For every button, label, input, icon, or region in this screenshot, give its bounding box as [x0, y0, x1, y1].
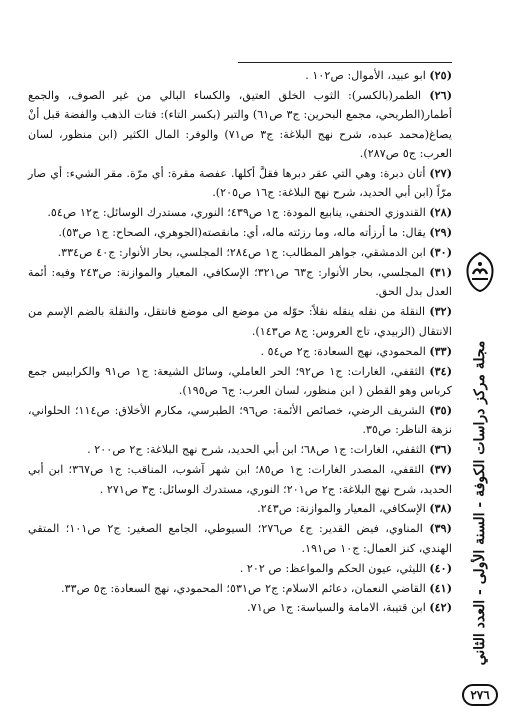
footnote-text: المناوي، فيض القدير: ج٤ ص٢٧٦؛ السيوطي، الجامع الصغير: ج٢ ص١٠١؛ المتقي الهندي، كنز العمال: ج١٠ ص١٩١.: [28, 522, 452, 555]
footnote-text: المحمودي، نهج السعادة: ج٢ ص٥٤ .: [260, 344, 430, 358]
footnote-text: الليثي، عيون الحكم والمواعظ: ص ٢٠٢ .: [239, 561, 430, 575]
footnote-rule: [238, 62, 452, 63]
footnote-text: الطمر(بالكسر): الثوب الخلق العتيق، والكساء البالي من غير الصوف، والجمع أطمار(الطريحي، مجمع البحرين: ج٣ ص٦١) والتبر (بكسر التاء): فتات الذهب والفضة قبل أنْ يصاغ(محمد عبده، شرح نهج البلاغة: ج٣ ص٧١) والوفر: المال الكثير (ابن منظور، لسان العرب: ج٥ ص٢٨٧).: [28, 88, 452, 161]
footnote-number: (٢٧): [429, 166, 452, 181]
footnote: [28, 263, 452, 302]
footnote-number: (٤٠): [429, 560, 452, 575]
footnote-text: الشريف الرضي، خصائص الأئمة: ص٩٦؛ الطبرسي، مكارم الأخلاق: ص١١٤؛ الحلواني، نزهة الناظر: ص٣٥.: [28, 403, 452, 437]
footnote-text: الإسكافي، المعيار والموازنة: ص٢٤٣.: [257, 502, 430, 516]
journal-logo: [463, 250, 497, 294]
footnotes: [28, 66, 452, 618]
running-header: [464, 320, 496, 686]
footnote: [28, 164, 452, 203]
footnote: [28, 559, 452, 578]
footnote-number: (٢٥): [429, 68, 452, 82]
footnote-text: النقلة من نقله ينقله نقلاً: حوّله من موضع الى موضع فانتقل، والنقلة بالضم الإسم من الانتقال (الزبيدي، تاج العروس: ج٨ ص١٤٣).: [28, 305, 452, 338]
footnote-text: الثقفي، الغارات: ج١ ص٦٨؛ ابن أبي الحديد، شرح نهج البلاغة: ج٢ ص٢٠٠ .: [87, 443, 430, 457]
footnote-text: القندوزي الحنفي، ينابيع المودة: ج١ ص٤٣٩؛ النوري، مستدرك الوسائل: ج١٢ ص٥٤.: [47, 206, 430, 220]
footnote-number: (٣١): [429, 265, 452, 280]
footnote-text: أتان دبرة: وهي التي عقر دبرها فقلَّ أكلها. عفصة مقرة: أي مرّة. مقر الشيء: أي صار مرّاً (ابن أبي الحديد، شرح نهج البلاغة: ج١٦ ص٢٠٥).: [28, 167, 452, 200]
footnote: [28, 460, 452, 499]
footnote-text: يقال: ما أرزأته ماله، وما رزئته ماله، أي: مانقصته(الجوهري، الصحاح: ج١ ص٥٣).: [58, 226, 430, 240]
footnote-number: (٣٦): [429, 442, 452, 457]
footnote-text: القاضي النعمان، دعائم الاسلام: ج٢ ص٥٣١؛ المحمودي، نهج السعادة: ج٥ ص٣٣.: [61, 581, 430, 595]
footnote-text: الثقفي، المصدر الغارات: ج١ ص٨٥؛ ابن شهر آشوب، المناقب: ج١ ص٣٦٧؛ ابن أبي الحديد، شرح نهج البلاغة: ج٢ ص٢٠١؛ النوري، مستدرك الوسائل: ج٣ ص٢٧١ .: [28, 463, 452, 496]
footnote: [28, 499, 452, 518]
footnote-text: ابن الدمشقي، جواهر المطالب: ج١ ص٢٨٤؛ المجلسي، بحار الأنوار: ج٤٠ ص٣٣٤.: [57, 246, 430, 260]
footnote: [28, 579, 452, 598]
footnote-number: (٢٨): [429, 205, 452, 220]
running-header-text: مجلة مركز دراسات الكوفة - السنة الأولى - العدد الثاني: [472, 340, 488, 666]
footnote-number: (٣٠): [429, 245, 452, 260]
footnote-number: (٣٩): [429, 521, 452, 536]
footnote-number: (٣٨): [429, 501, 452, 516]
footnote: [28, 519, 452, 558]
footnote: [28, 302, 452, 341]
footnote: [28, 66, 452, 85]
footnote: [28, 223, 452, 242]
footnote: [28, 203, 452, 222]
footnote-number: (٣٧): [429, 462, 452, 477]
footnote-number: (٣٢): [429, 304, 452, 319]
page-number: [462, 684, 498, 706]
footnote: [28, 243, 452, 262]
footnote-text: المجلسي، بحار الأنوار: ج٦٣ ص٣٢١؛ الإسكافي، المعيار والموازنة: ص٢٤٣ وفيه: أئمة العدل بدل الحق.: [28, 266, 452, 299]
footnote-number: (٣٣): [429, 343, 452, 358]
footnote: [28, 86, 452, 164]
footnote-number: (٤١): [429, 580, 452, 595]
footnote-number: (٢٩): [429, 225, 452, 240]
page-number-text: ٢٧٦: [470, 688, 490, 702]
footnote: [28, 598, 452, 617]
footnote: [28, 401, 452, 440]
footnote: [28, 342, 452, 361]
footnote-text: الثقفي، الغارات: ج١ ص٩٢؛ الحر العاملي، وسائل الشيعة: ج١ ص٩١ والكرابيس جمع كرباس وهو القطن ( ابن منظور، لسان العرب: ج٦ ص١٩٥).: [28, 364, 452, 397]
footnote: [28, 440, 452, 459]
footnote-text: ابن قتيبة، الامامة والسياسة: ج١ ص٧١.: [247, 601, 430, 615]
footnote-number: (٣٥): [429, 402, 452, 417]
footnote-text: ابو عبيد، الأموال: ص١٠٢ .: [305, 69, 430, 82]
footnote: [28, 362, 452, 401]
footnote-number: (٢٦): [429, 87, 452, 102]
footnote-number: (٣٤): [429, 363, 452, 378]
footnote-number: (٤٢): [429, 600, 452, 615]
